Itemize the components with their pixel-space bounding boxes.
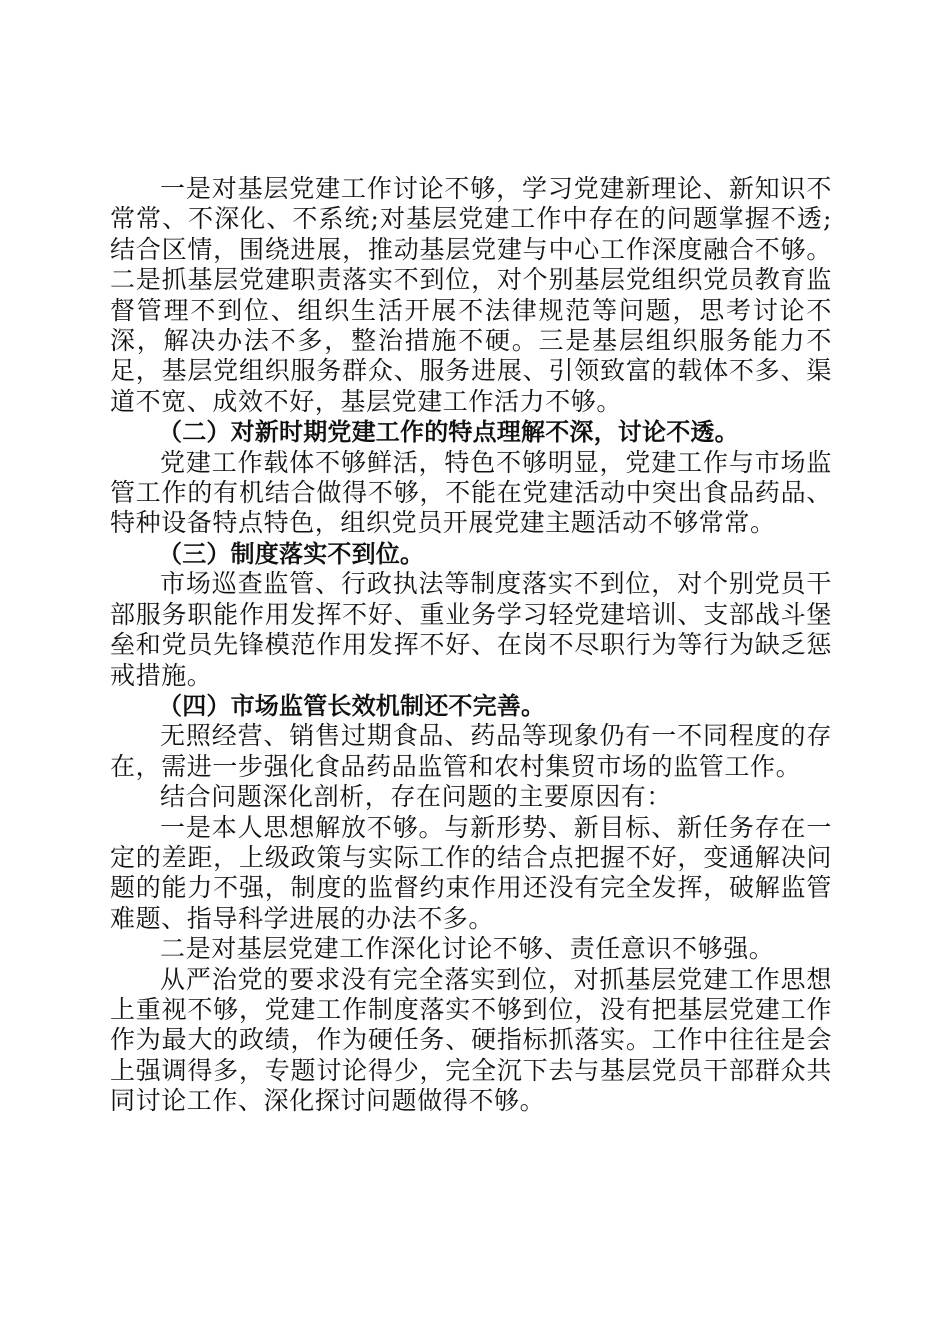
- paragraph-5: 结合问题深化剖析，存在问题的主要原因有：: [160, 782, 673, 812]
- paragraph-2: 党建工作载体不够鲜活，特色不够明显，党建工作与市场监管工作的有机结合做得不够，不能在党建活动中突出食品药品、特种设备特点特色，组织党员开展党建主题活动不够常常。: [110, 447, 832, 538]
- document-body: [110, 174, 832, 1117]
- paragraph-1: 一是对基层党建工作讨论不够，学习党建新理论、新知识不常常、不深化、不系统;对基层党建工作中存在的问题掌握不透;结合区情，围绕进展，推动基层党建与中心工作深度融合不够。二是抓基层党建职责落实不到位，对个别基层党组织党员教育监督管理不到位、组织生活开展不法律规范等问题，思考讨论不深，解决办法不多，整治措施不硬。三是基层组织服务能力不足，基层党组织服务群众、服务进展、引领致富的载体不多、渠道不宽、成效不好，基层党建工作活力不够。: [110, 174, 832, 416]
- section-heading-4: （四）市场监管长效机制还不完善。: [158, 691, 546, 720]
- paragraph-4: 无照经营、销售过期食品、药品等现象仍有一不同程度的存在，需进一步强化食品药品监管和农村集贸市场的监管工作。: [110, 721, 832, 781]
- paragraph-8: 从严治党的要求没有完全落实到位，对抓基层党建工作思想上重视不够，党建工作制度落实不够到位，没有把基层党建工作作为最大的政绩，作为硬任务、硬指标抓落实。工作中往往是会上强调得多，专题讨论得少，完全沉下去与基层党员干部群众共同讨论工作、深化探讨问题做得不够。: [110, 964, 832, 1116]
- section-heading-3: （三）制度落实不到位。: [158, 539, 425, 568]
- section-heading-2: （二）对新时期党建工作的特点理解不深，讨论不透。: [158, 418, 739, 447]
- paragraph-6: 一是本人思想解放不够。与新形势、新目标、新任务存在一定的差距，上级政策与实际工作的结合点把握不好，变通解决问题的能力不强，制度的监督约束作用还没有完全发挥，破解监管难题、指导科学进展的办法不多。: [110, 812, 832, 933]
- paragraph-3: 市场巡查监管、行政执法等制度落实不到位，对个别党员干部服务职能作用发挥不好、重业务学习轻党建培训、支部战斗堡垒和党员先锋模范作用发挥不好、在岗不尽职行为等行为缺乏惩戒措施。: [110, 569, 832, 690]
- paragraph-7: 二是对基层党建工作深化讨论不够、责任意识不够强。: [160, 934, 775, 964]
